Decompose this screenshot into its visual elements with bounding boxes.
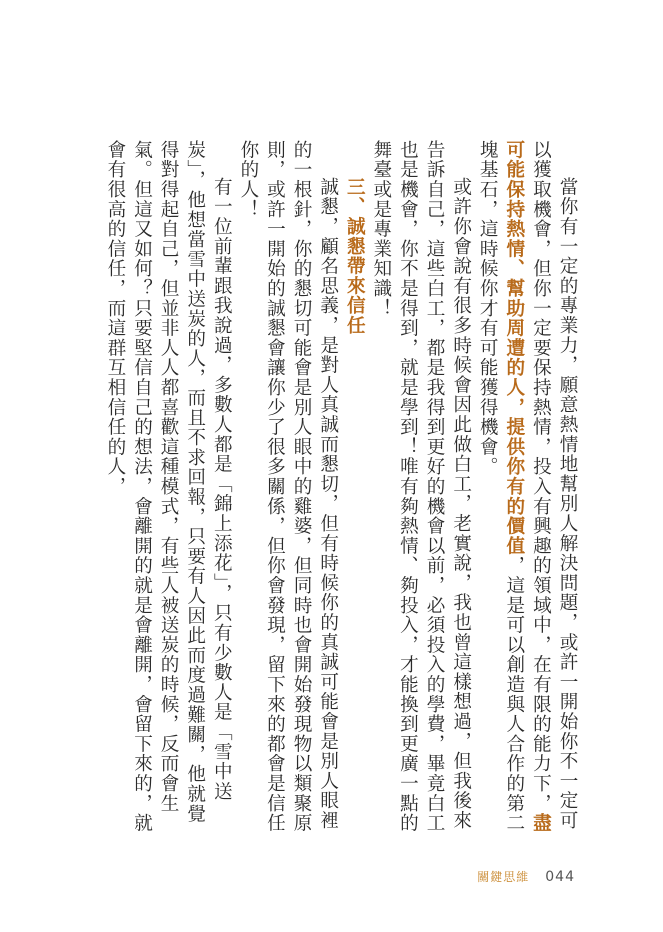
page-footer [477, 868, 575, 885]
highlight-provide-value: 提供你有的價值 [503, 417, 525, 556]
paragraph-1-part-a: 當你有一定的專業力，願意熱情地幫別人解決問題，或許一開始你不一定可以獲取機會，但你一定要保持熱情，投入有興趣的領域中，在有限的能力下， [530, 140, 578, 831]
highlight-help-others: 盡可能保持熱情、幫助周遭的人 [503, 140, 552, 834]
body-text [100, 140, 580, 840]
paragraph-4: 有一位前輩跟我說過，多數人都是「錦上添花」，只有少數人是「雪中送炭」，他想當雪中送炭的人，而且不求回報，只要有人因此而度過難關，他就覺得對得起自己，但並非人人都喜歡這種模式，有些人被送炭的時候，反而會生氣。但這又如何？只要堅信自己的想法，會離開的就是會離開，會留下來的，就會有很高的信任，而這群互相信任的人， [104, 140, 233, 833]
paragraph-1-part-c: ，這是可以創造與人合作的第二塊基石，這時候你才有可能獲得機會。 [477, 140, 525, 834]
paragraph-3: 誠懇，顧名思義，是對人真誠而懇切，但有時候你的真誠可能會是別人眼裡的一根針，你的懇切可能會是別人眼中的雞婆，但同時也會開始發現物以類聚原則，或許一開始的誠懇會讓你少了很多關係，但你會發現，留下來的都會是信任你的人！ [237, 140, 339, 833]
highlight-comma: ， [503, 397, 525, 418]
paragraph-1 [474, 140, 580, 840]
paragraph-2: 或許你會說有很多時候會因此做白工，老實說，我也曾這樣想過，但我後來告訴自己，這些白工，都是我得到更好的機會以前，必須投入的學費，畢竟白工也是機會，你不是得到，就是學到！唯有夠熱情、夠投入，才能換到更廣一點的舞臺或是專業知識！ [370, 140, 472, 833]
footer-book-title: 關鍵思維 [477, 870, 530, 884]
section-heading: 三、誠懇帶來信任 [344, 177, 366, 336]
page-number: 044 [545, 869, 575, 885]
